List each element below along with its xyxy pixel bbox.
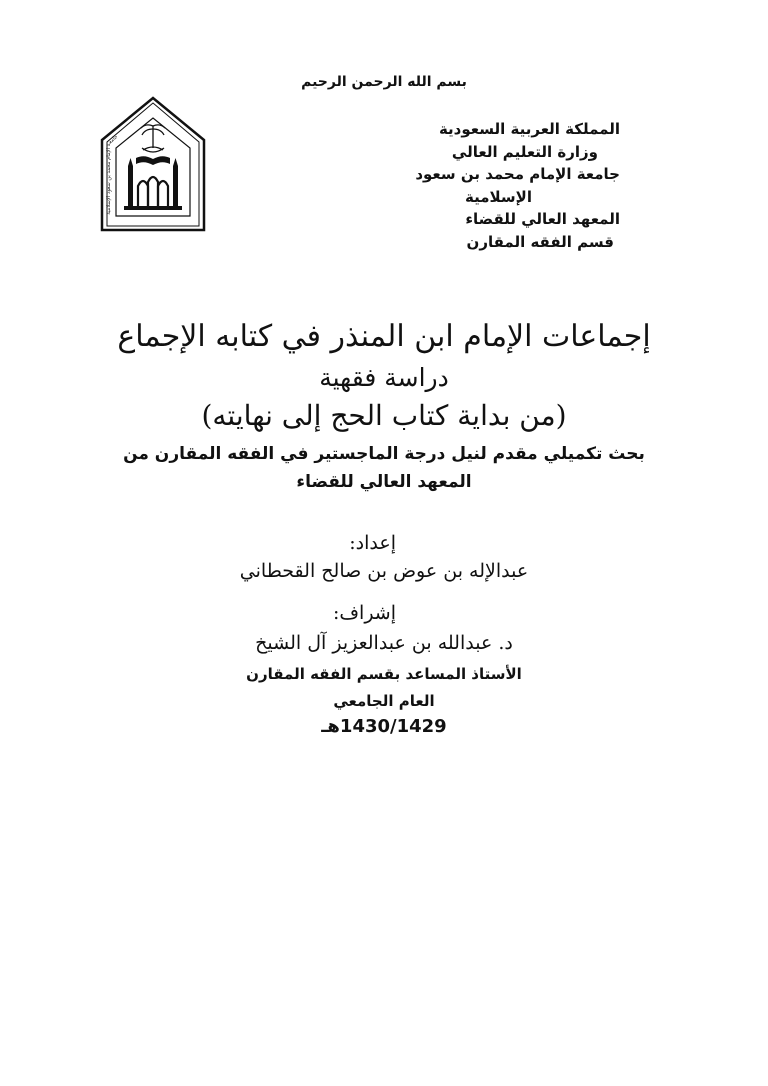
university-emblem-icon: [98, 96, 208, 234]
thesis-range: (من بداية كتاب الحج إلى نهايته): [201, 399, 567, 432]
university-name-cont: الإسلامية: [465, 187, 532, 206]
ministry-name: وزارة التعليم العالي: [451, 142, 598, 161]
department-name: قسم الفقه المقارن: [466, 232, 614, 251]
basmala: بسم الله الرحمن الرحيم: [301, 74, 467, 90]
country-name: المملكة العربية السعودية: [438, 120, 620, 138]
supervisor-title: الأستاذ المساعد بقسم الفقه المقارن: [246, 665, 522, 683]
author-name: عبدالإله بن عوض بن صالح القحطاني: [239, 560, 529, 582]
thesis-title: إجماعات الإمام ابن المنذر في كتابه الإجماع: [117, 319, 651, 354]
preparation-label: إعداد:: [349, 532, 396, 554]
academic-year-label: العام الجامعي: [333, 692, 435, 710]
institute-name: المعهد العالي للقضاء: [465, 210, 620, 228]
university-name: جامعة الإمام محمد بن سعود: [415, 165, 620, 183]
academic-year: 1430/1429هـ: [321, 716, 447, 737]
thesis-subtitle: دراسة فقهية: [319, 363, 449, 392]
emblem-ring-text: جامعة الإمام محمد بن سعود الإسلامية: [106, 133, 120, 215]
thesis-purpose: بحث تكميلي مقدم لنيل درجة الماجستير في الفقه المقارن من المعهد العالي للقضاء: [123, 444, 645, 492]
supervisor-name: د. عبدالله بن عبدالعزيز آل الشيخ: [255, 632, 513, 654]
supervision-label: إشراف:: [332, 602, 396, 624]
institution-block: [280, 118, 620, 253]
